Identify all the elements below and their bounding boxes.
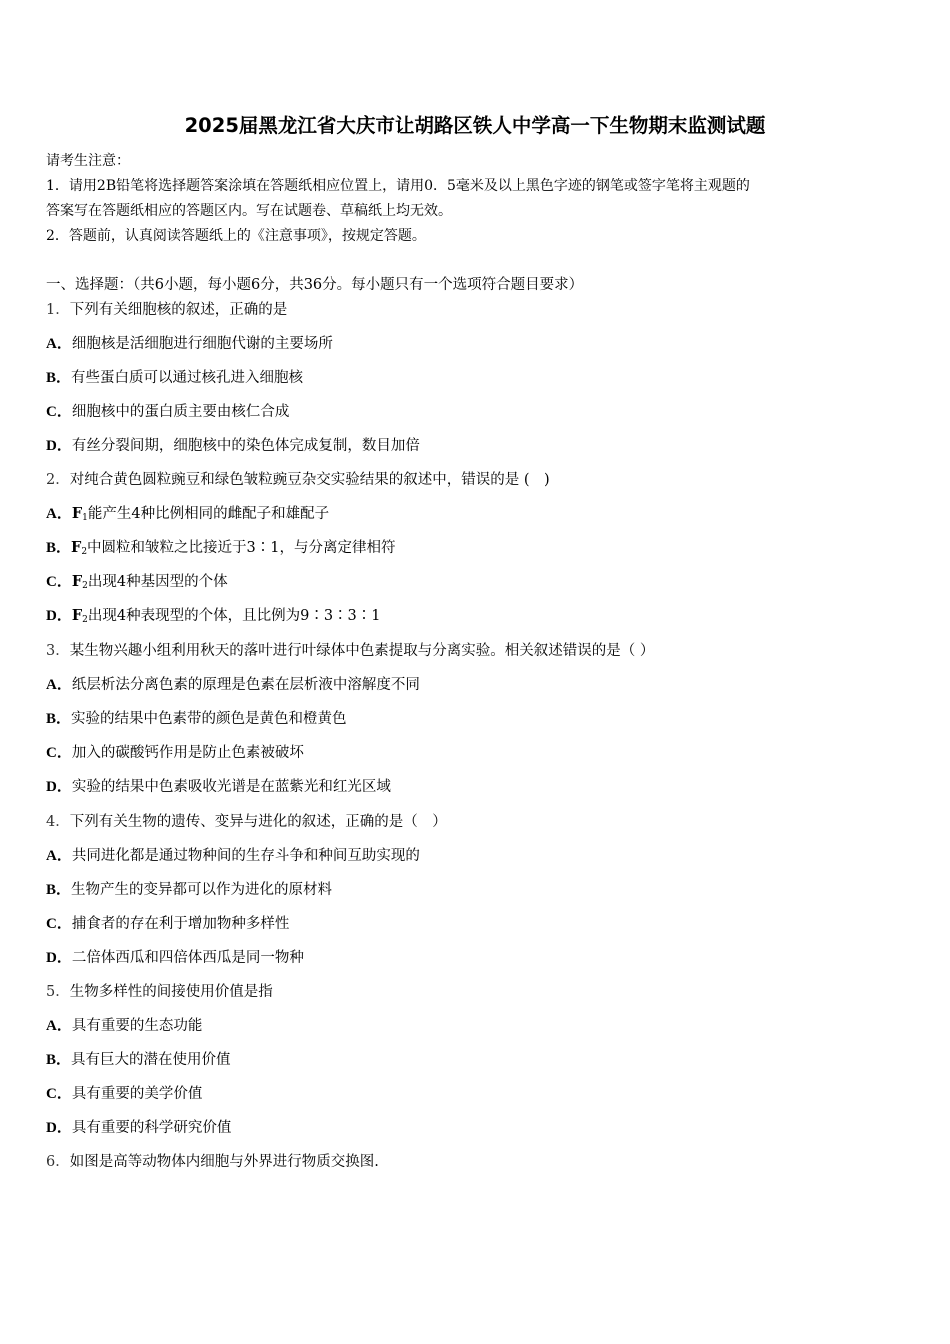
- question-5-option-d: [46, 1117, 231, 1139]
- option-letter: D．: [46, 779, 72, 795]
- question-3-option-c: [46, 742, 304, 764]
- option-text: 实验的结果中色素带的颜色是黄色和橙黄色: [71, 711, 347, 727]
- question-1-option-d: [46, 435, 420, 457]
- option-text: 具有重要的美学价值: [71, 1086, 203, 1102]
- question-2-option-c: [46, 571, 228, 593]
- option-letter: A．: [46, 336, 72, 352]
- question-4-option-a: [46, 845, 420, 867]
- question-number: 4．: [46, 814, 70, 830]
- option-text: 细胞核中的蛋白质主要由核仁合成: [71, 404, 290, 420]
- question-number: 5．: [46, 984, 70, 1000]
- option-text: 出现4种表现型的个体，且比例为9∶3∶3∶1: [87, 608, 381, 624]
- question-4-option-b: [46, 879, 332, 901]
- question-5: [46, 981, 273, 1003]
- question-stem: 下列有关细胞核的叙述，正确的是: [69, 302, 288, 318]
- option-letter: D．: [46, 438, 72, 454]
- option-letter: B．: [46, 882, 72, 898]
- question-number: 3．: [46, 643, 70, 659]
- question-1: [46, 299, 287, 321]
- question-1-option-c: [46, 401, 289, 423]
- question-number: 1．: [46, 302, 70, 318]
- option-text: 具有巨大的潜在使用价值: [71, 1052, 231, 1068]
- option-letter: D．: [46, 950, 72, 966]
- question-6: [46, 1151, 379, 1173]
- question-1-option-a: [46, 333, 333, 355]
- option-text: 出现4种基因型的个体: [87, 574, 228, 590]
- option-letter: A．: [46, 848, 72, 864]
- question-3-option-b: [46, 708, 347, 730]
- question-2-option-b: [46, 537, 396, 559]
- option-text: 生物产生的变异都可以作为进化的原材料: [71, 882, 333, 898]
- option-letter: C．: [46, 916, 72, 932]
- question-number: 2．: [46, 472, 70, 488]
- option-letter: B．: [46, 1052, 72, 1068]
- question-5-option-b: [46, 1049, 231, 1071]
- question-4-option-d: [46, 947, 304, 969]
- option-letter: B．: [46, 370, 72, 386]
- notice-item-1-line-2: 答案写在答题纸相应的答题区内。写在试题卷、草稿纸上均无效。: [46, 203, 452, 219]
- question-2: [46, 469, 550, 491]
- option-letter: D．: [46, 1120, 72, 1136]
- option-text: 具有重要的生态功能: [71, 1018, 203, 1034]
- option-text: 具有重要的科学研究价值: [71, 1120, 232, 1136]
- option-letter: B．: [46, 540, 72, 556]
- question-2-option-a: [46, 503, 329, 525]
- option-text: 加入的碳酸钙作用是防止色素被破坏: [71, 745, 304, 761]
- section-header: 一、选择题：（共6小题，每小题6分，共36分。每小题只有一个选项符合题目要求）: [46, 277, 584, 293]
- generation-subscript: 2: [82, 615, 88, 625]
- option-text: 细胞核是活细胞进行细胞代谢的主要场所: [71, 336, 333, 352]
- option-letter: C．: [46, 404, 72, 420]
- question-number: 6．: [46, 1154, 70, 1170]
- option-letter: A．: [46, 677, 72, 693]
- question-4: [46, 811, 447, 833]
- question-4-option-c: [46, 913, 289, 935]
- question-5-option-c: [46, 1083, 202, 1105]
- question-stem: 如图是高等动物体内细胞与外界进行物质交换图.: [69, 1154, 379, 1170]
- notice-item-1-line-1: 1．请用2B铅笔将选择题答案涂填在答题纸相应位置上，请用0．5毫米及以上黑色字迹的钢笔或签字笔将主观题的: [46, 178, 750, 194]
- option-text: 共同进化都是通过物种间的生存斗争和种间互助实现的: [71, 848, 420, 864]
- option-letter: C．: [46, 574, 72, 590]
- option-text: 二倍体西瓜和四倍体西瓜是同一物种: [71, 950, 304, 966]
- option-text: 实验的结果中色素吸收光谱是在蓝紫光和红光区域: [71, 779, 391, 795]
- option-letter: C．: [46, 745, 72, 761]
- notice-heading: 请考生注意：: [46, 153, 130, 169]
- question-stem: 下列有关生物的遗传、变异与进化的叙述，正确的是（ ）: [69, 814, 447, 830]
- option-letter: B．: [46, 711, 72, 727]
- question-3-option-a: [46, 674, 420, 696]
- option-letter: A．: [46, 506, 72, 522]
- question-stem: 生物多样性的间接使用价值是指: [69, 984, 273, 1000]
- question-2-option-d: [46, 605, 381, 627]
- generation-symbol: F: [71, 539, 82, 556]
- question-3: [46, 640, 654, 662]
- exam-title: 2025届黑龙江省大庆市让胡路区铁人中学高一下生物期末监测试题: [184, 114, 766, 137]
- option-text: 中圆粒和皱粒之比接近于3∶1，与分离定律相符: [87, 540, 396, 556]
- option-letter: D．: [46, 608, 72, 624]
- option-letter: A．: [46, 1018, 72, 1034]
- option-text: 有丝分裂间期，细胞核中的染色体完成复制，数目加倍: [71, 438, 420, 454]
- generation-symbol: F: [71, 607, 83, 624]
- option-letter: C．: [46, 1086, 72, 1102]
- generation-symbol: F: [71, 505, 83, 522]
- generation-subscript: 1: [82, 513, 88, 523]
- question-3-option-d: [46, 776, 391, 798]
- question-1-option-b: [46, 367, 303, 389]
- notice-item-2: 2．答题前，认真阅读答题纸上的《注意事项》，按规定答题。: [46, 228, 426, 244]
- generation-subscript: 2: [81, 547, 88, 557]
- generation-subscript: 2: [82, 581, 88, 591]
- option-text: 能产生4种比例相同的雌配子和雄配子: [87, 506, 330, 522]
- generation-symbol: F: [71, 573, 83, 590]
- option-text: 捕食者的存在利于增加物种多样性: [71, 916, 290, 932]
- question-stem: 对纯合黄色圆粒豌豆和绿色皱粒豌豆杂交实验结果的叙述中，错误的是 ( ): [69, 472, 550, 488]
- option-text: 纸层析法分离色素的原理是色素在层析液中溶解度不同: [71, 677, 420, 693]
- question-stem: 某生物兴趣小组利用秋天的落叶进行叶绿体中色素提取与分离实验。相关叙述错误的是（ ）: [69, 643, 655, 659]
- question-5-option-a: [46, 1015, 202, 1037]
- option-text: 有些蛋白质可以通过核孔进入细胞核: [71, 370, 304, 386]
